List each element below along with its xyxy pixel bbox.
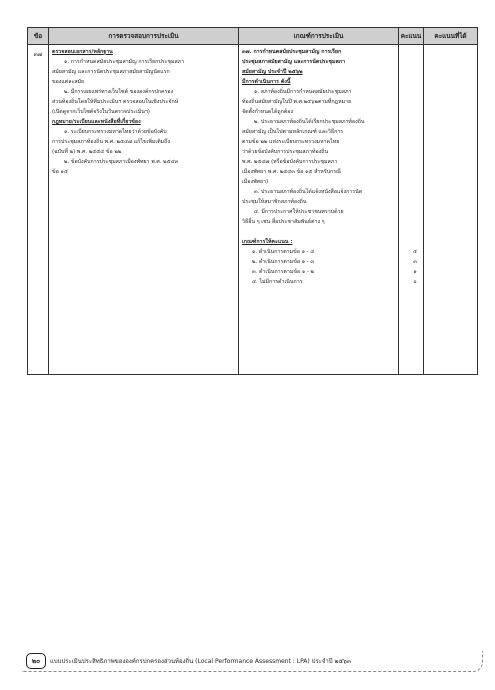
criteria-item-4-line: ๔. มีการประกาศให้ประชาชนทราบด้วย [254,209,344,215]
evidence-item-2-line: ส่วนท้องถิ่นโดยให้ทีมประเมินฯ ตรวจสอบในเชิงประจักษ์ [52,99,179,105]
scoring-row [242,257,417,267]
header-score: คะแนน [399,28,424,45]
criteria-title-line: สมัยสามัญ ประจำปี ๒๕๖๒ [242,69,303,75]
criteria-item-2-line: ตามข้อ ๒๒ แห่งระเบียบกระทรวงมหาดไทย [242,139,340,145]
scoring-value: ๓ [413,259,417,265]
criteria-item-1-line: ๑. สภาท้องถิ่นมีการกำหนดสมัยประชุมสภา [254,89,352,95]
page-number: ๒๐ [26,653,46,669]
criteria-title-line: ๓๗. การกำหนดสมัยประชุมสามัญ การเรียก [242,49,342,55]
scoring-value: ๕ [412,249,417,255]
scoring-label: ๑. ดำเนินการตามข้อ ๑ - ๔ [252,249,315,255]
inspection-cell [49,45,239,375]
header-obtained: คะแนนที่ได้ [424,28,478,45]
obtained-score-cell [424,45,478,375]
footer-text: แบบประเมินประสิทธิภาพขององค์กรปกครองส่วนท้องถิ่น (Local Performance Assessment : LPA) ประจำปี ๒๕๖๓ [50,658,351,665]
law-heading: กฎหมาย/ระเบียบและหนังสือที่เกี่ยวข้อง [52,119,141,125]
header-criteria: เกณฑ์การประเมิน [239,28,399,45]
page-footer [22,651,483,672]
criteria-item-2-line: เมืองพัทยา พ.ศ. ๒๕๔๓ ข้อ ๑๕ สำหรับกรณี [242,169,341,175]
assessment-table [27,27,478,375]
criteria-heading: มีการดำเนินการ ดังนี้ [242,79,291,85]
scoring-row [242,267,417,277]
law-item-2-line: ข้อ ๑๕ [52,169,68,175]
criteria-item-2-line: สมัยสามัญ เป็นไปตามหลักเกณฑ์ และวิธีการ [242,129,344,135]
criteria-item-1-line: ท้องถิ่นสมัยสามัญในปี พ.ศ.๒๕๖๒ตามที่กฎหมาย [242,99,352,105]
scoring-label: ๓. ดำเนินการตามข้อ ๑ - ๒ [252,269,315,275]
scoring-value: ๐ [413,279,417,285]
scoring-label: ๔. ไม่มีการดำเนินการ [252,279,303,285]
evidence-item-1-line: สมัยสามัญ และการนัดประชุมสภาสมัยสามัญนัดแรก [52,69,170,75]
law-item-1-line: ๑. ระเบียบกระทรวงมหาดไทยว่าด้วยข้อบังคับ [64,129,167,135]
criteria-item-3-line: ๓. ประธานสภาท้องถิ่นได้แจ้งหนังสือแจ้งการนัด [254,189,363,195]
header-inspection: การตรวจสอบการประเมิน [49,28,239,45]
table-header-row [28,28,478,45]
evidence-item-1-line: ของแต่ละสมัย [52,79,85,85]
law-item-1-line: การประชุมสภาท้องถิ่น พ.ศ. ๒๕๔๗ แก้ไขเพิ่มเติมถึง [52,139,170,145]
score-cell [399,45,424,375]
scoring-row [242,247,417,257]
criteria-cell [239,45,417,375]
criteria-item-2-line: ๒. ประธานสภาท้องถิ่นได้เรียกประชุมสภาท้องถิ่น [254,119,365,125]
row-number: ๓๗ [28,45,49,375]
scoring-label: ๒. ดำเนินการตามข้อ ๑ - ๓ [252,259,315,265]
evidence-item-2-line: (เปิดดูจากเว็บไซต์จริงในวันตรวจประเมินฯ) [52,109,150,115]
evidence-heading: ตรวจสอบเอกสาร/หลักฐาน [52,49,113,55]
criteria-item-4-line: วิธีอื่น ๆ เช่น สื่อประชาสัมพันธ์ต่าง ๆ [242,219,325,225]
scoring-heading: เกณฑ์การให้คะแนน : [242,239,293,245]
scoring-row [242,277,417,287]
criteria-item-2-line: พ.ศ. ๒๕๔๗ (หรือข้อบังคับการประชุมสภา [242,159,338,165]
header-no: ข้อ [28,28,49,45]
law-item-2-line: ๒. ข้อบังคับการประชุมสภาเมืองพัทยา พ.ศ. ๒๕๔๓ [64,159,179,165]
criteria-item-2-line: เมืองพัทยา) [242,179,269,185]
table-row [28,45,478,375]
criteria-item-2-line: ว่าด้วยข้อบังคับการประชุมสภาท้องถิ่น [242,149,329,155]
criteria-item-1-line: จัดตั้งกำหนดได้ถูกต้อง [242,109,294,115]
evidence-item-1-line: ๑. การกำหนดสมัยประชุมสามัญ การเรียกประชุมสภา [64,59,185,65]
law-item-1-line: (ฉบับที่ ๒) พ.ศ. ๒๕๕๔ ข้อ ๒๒ [52,149,122,155]
criteria-item-3-line: ประชุมให้สมาชิกสภาท้องถิ่น [242,199,307,205]
criteria-title-line: ประชุมสภาสมัยสามัญ และการนัดประชุมสภา [242,59,346,65]
scoring-value: ๑ [413,269,417,275]
evidence-item-2-line: ๒. มีการเผยแพร่ทางเว็บไซต์ ขององค์กรปกครอง [64,89,174,95]
